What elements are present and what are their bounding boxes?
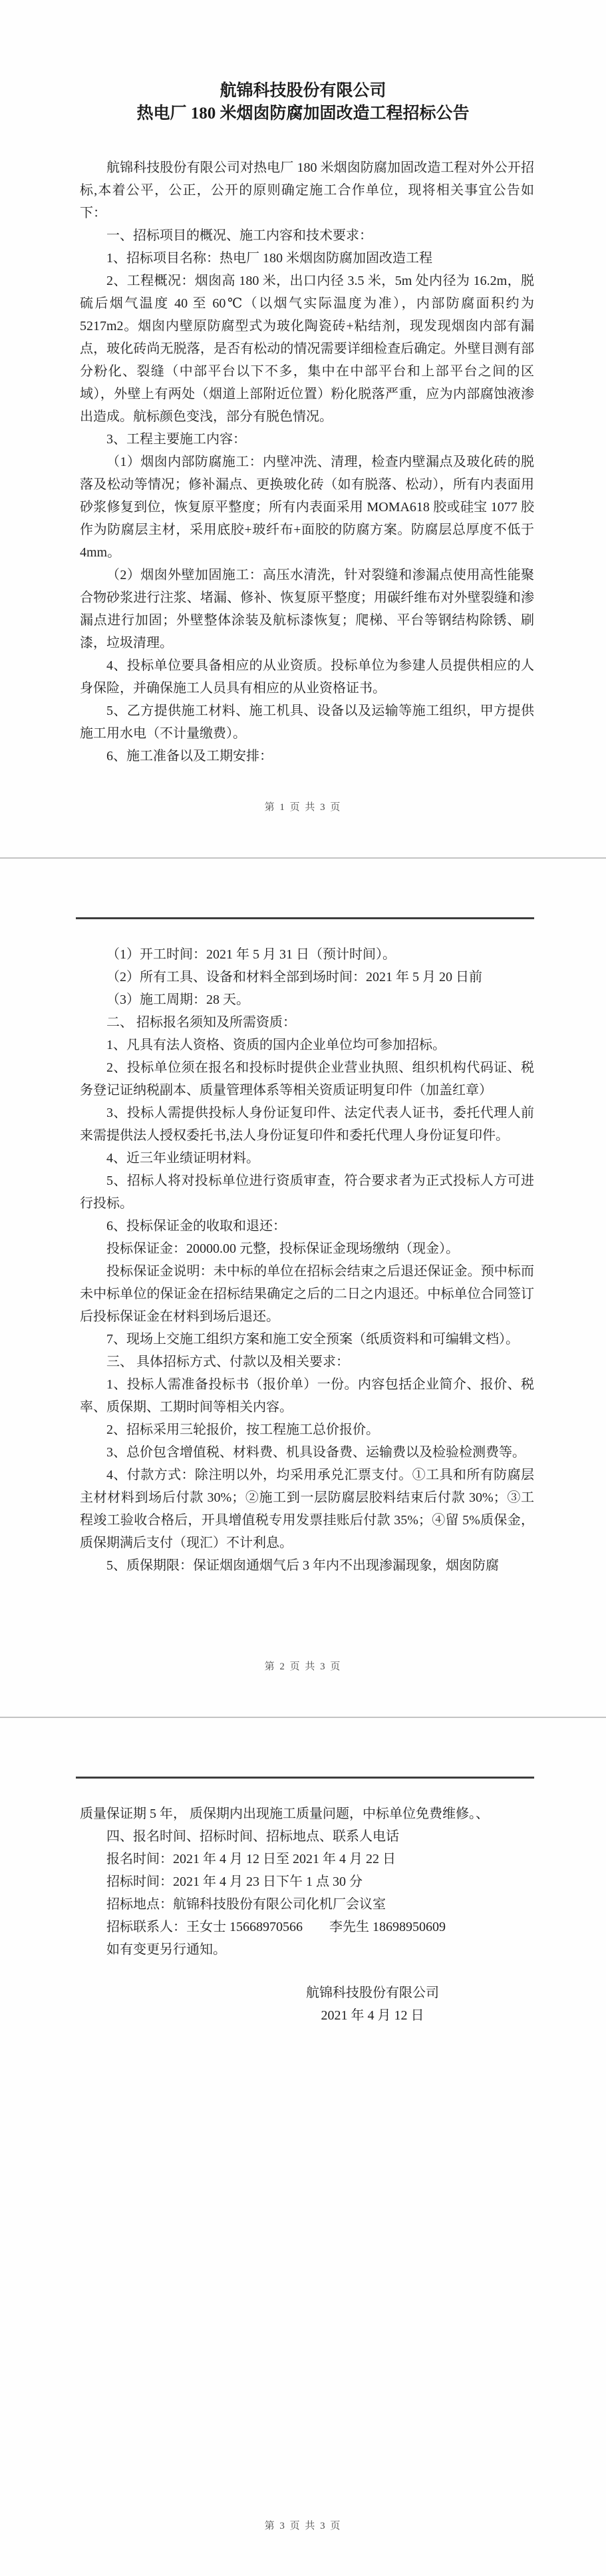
paragraph: 2、招标采用三轮报价，按工程施工总价报价。 — [106, 1422, 379, 1437]
paragraph: 3、总价包含增值税、材料费、机具设备费、运输费以及检验检测费等。 — [106, 1445, 526, 1460]
paragraph: 7、现场上交施工组织方案和施工安全预案（纸质资料和可编辑文档）。 — [106, 1332, 519, 1347]
page-1-body — [80, 156, 534, 767]
page-2-body — [80, 943, 534, 1577]
paragraph: 5、质保期限：保证烟囱通烟气后 3 年内不出现渗漏现象，烟囱防腐 — [106, 1558, 499, 1573]
paragraph: 招标地点：航锦科技股份有限公司化机厂会议室 — [106, 1897, 386, 1912]
page-3-horizontal-rule — [76, 1777, 534, 1779]
document-title-block — [0, 0, 606, 125]
document-title-line-2: 热电厂 180 米烟囱防腐加固改造工程招标公告 — [136, 105, 470, 122]
page-2-horizontal-rule — [76, 917, 534, 919]
paragraph: 4、投标单位要具备相应的从业资质。投标单位为参建人员提供相应的人身保险，并确保施工人员具有相应的从业资格证书。 — [80, 658, 534, 696]
document-page-3 — [0, 1717, 606, 2576]
paragraph: 2、投标单位须在报名和投标时提供企业营业执照、组织机构代码证、税务登记证纳税副本、质量管理体系等相关资质证明复印件（加盖红章） — [80, 1060, 534, 1098]
paragraph: 招标时间：2021 年 4 月 23 日下午 1 点 30 分 — [106, 1874, 363, 1889]
page-2-footer: 第 2 页 共 3 页 — [264, 1661, 342, 1672]
document-page-1 — [0, 0, 606, 857]
paragraph: 6、投标保证金的收取和退还： — [106, 1219, 286, 1233]
paragraph: 4、付款方式：除注明以外，均采用承兑汇票支付。①工具和所有防腐层主材材料到场后付款 30%；②施工到一层防腐层胶料结束后付款 30%；③工程竣工验收合格后，开具增值税专用发票挂账后付款 35%；④留 5%质保金，质保期满后支付（现汇）不计利息。 — [80, 1468, 534, 1550]
document-page-2 — [0, 857, 606, 1717]
paragraph: 二、 招标报名须知及所需资质： — [106, 1015, 296, 1030]
paragraph: 1、投标人需准备投标书（报价单）一份。内容包括企业简介、报价、税率、质保期、工期时间等相关内容。 — [80, 1377, 534, 1414]
paragraph: 如有变更另行通知。 — [106, 1942, 226, 1957]
paragraph: 报名时间：2021 年 4 月 12 日至 2021 年 4 月 22 日 — [106, 1852, 396, 1866]
paragraph: 6、施工准备以及工期安排： — [106, 749, 273, 763]
page-3-footer: 第 3 页 共 3 页 — [264, 2521, 342, 2531]
paragraph: 一、招标项目的概况、施工内容和技术要求： — [106, 228, 373, 243]
paragraph: 5、乙方提供施工材料、施工机具、设备以及运输等施工组织，甲方提供施工用水电（不计量缴费）。 — [80, 704, 534, 741]
signature-block — [273, 1982, 472, 2027]
paragraph: 1、凡具有法人资格、资质的国内企业单位均可参加招标。 — [106, 1038, 446, 1052]
paragraph: 3、工程主要施工内容： — [106, 432, 246, 447]
paragraph: 质量保证期 5 年， 质保期内出现施工质量问题，中标单位免费维修。、 — [80, 1807, 489, 1821]
paragraph: 航锦科技股份有限公司对热电厂 180 米烟囱防腐加固改造工程对外公开招标,本着公平，公正，公开的原则确定施工合作单位，现将相关事宜公告如下： — [80, 160, 534, 220]
paragraph: 4、近三年业绩证明材料。 — [106, 1151, 259, 1166]
paragraph: 2、工程概况：烟囱高 180 米，出口内径 3.5 米，5m 处内径为 16.2m，脱硫后烟气温度 40 至 60℃（以烟气实际温度为准），内部防腐面积约为5217m2。烟囱内壁原防腐型式为玻化陶瓷砖+粘结剂，现发现烟囱内部有漏点，玻化砖尚无脱落，是否有松动的情况需要详细检查后确定。外壁目测有部分粉化、裂缝（中部平台以下不多，集中在中部平台和上部平台之间的区域），外壁上有两处（烟道上部附近位置）粉化脱落严重，应为内部腐蚀液渗出造成。航标颜色变浅，部分有脱色情况。 — [80, 274, 534, 424]
paragraph: （3）施工周期：28 天。 — [106, 992, 249, 1007]
paragraph: （1）开工时间：2021 年 5 月 31 日（预计时间）。 — [106, 947, 396, 962]
paragraph: 3、投标人需提供投标人身份证复印件、法定代表人证书，委托代理人前来需提供法人授权委托书,法人身份证复印件和委托代理人身份证复印件。 — [80, 1106, 534, 1143]
paragraph: （2）烟囱外壁加固施工：高压水清洗，针对裂缝和渗漏点使用高性能聚合物砂浆进行注浆、堵漏、修补、恢复原平整度；用碳纤维布对外壁裂缝和渗漏点进行加固；外壁整体涂装及航标漆恢复；爬梯、平台等钢结构除锈、刷漆，垃圾清理。 — [80, 568, 534, 650]
signature-company: 航锦科技股份有限公司 — [306, 1986, 439, 2000]
paragraph: 1、招标项目名称：热电厂 180 米烟囱防腐加固改造工程 — [106, 251, 432, 266]
document-title-line-1: 航锦科技股份有限公司 — [220, 82, 386, 100]
paragraph: （1）烟囱内部防腐施工：内壁冲洗、清理，检查内壁漏点及玻化砖的脱落及松动等情况；修补漏点、更换玻化砖（如有脱落、松动），所有内表面用砂浆修复到位，恢复原平整度；所有内表面采用 MOMA618 胶或硅宝 1077 胶作为防腐层主材，采用底胶+玻纤布+面胶的防腐方案。防腐层总厚度不低于 4mm。 — [80, 455, 534, 560]
paragraph: 三、 具体招标方式、付款以及相关要求： — [106, 1355, 349, 1369]
paragraph: 投标保证金：20000.00 元整，投标保证金现场缴纳（现金）。 — [106, 1241, 459, 1256]
paragraph: 投标保证金说明：未中标的单位在招标会结束之后退还保证金。预中标而未中标单位的保证金在招标结果确定之后的二日之内退还。中标单位合同签订后投标保证金在材料到场后退还。 — [80, 1264, 534, 1324]
paragraph: 招标联系人：王女士 15668970566 李先生 18698950609 — [106, 1920, 446, 1934]
paragraph: 5、招标人将对投标单位进行资质审查，符合要求者为正式投标人方可进行投标。 — [80, 1174, 534, 1211]
page-3-body — [80, 1803, 534, 1961]
signature-date: 2021 年 4 月 12 日 — [321, 2008, 424, 2023]
paragraph: （2）所有工具、设备和材料全部到场时间：2021 年 5 月 20 日前 — [106, 970, 482, 984]
paragraph: 四、报名时间、招标时间、招标地点、联系人电话 — [106, 1829, 399, 1844]
page-1-footer: 第 1 页 共 3 页 — [264, 802, 342, 813]
